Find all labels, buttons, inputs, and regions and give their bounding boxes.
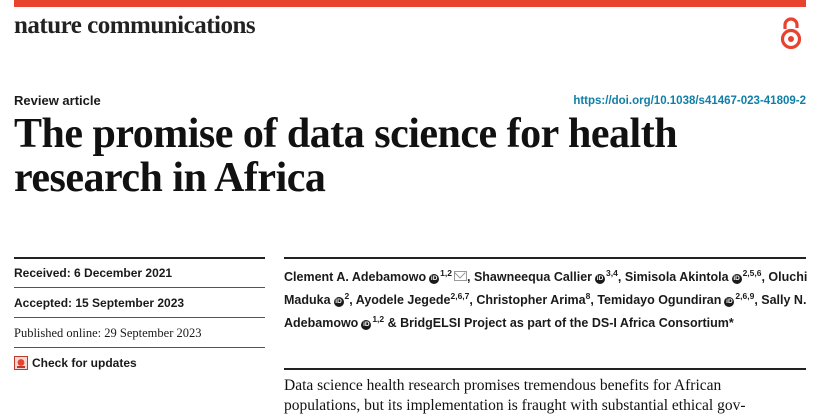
- author-list: [284, 264, 814, 333]
- article-title: [14, 112, 794, 200]
- journal-name[interactable]: nature communications: [14, 12, 256, 39]
- author-name[interactable]: Clement A. Adebamowo: [284, 270, 427, 284]
- date-divider: [14, 347, 265, 348]
- affiliation-numbers: 2,5,6: [742, 268, 762, 278]
- abstract-line: populations, but its implementation is fraught with substantial ethical gov-: [284, 397, 746, 414]
- affiliation-numbers: 8: [585, 291, 591, 301]
- orcid-icon[interactable]: iD: [430, 275, 438, 282]
- check-updates-label: Check for updates: [32, 356, 137, 370]
- author-name[interactable]: Oluchi Maduka: [284, 270, 808, 307]
- abstract-rule: [284, 368, 806, 370]
- left-column-rule: [14, 257, 265, 259]
- affiliation-numbers: 2: [344, 291, 350, 301]
- author-separator: ,: [466, 270, 474, 284]
- orcid-icon[interactable]: iD: [363, 321, 370, 328]
- email-icon[interactable]: [454, 271, 467, 281]
- affiliation-numbers: 2,6,9: [735, 291, 755, 301]
- author-entry: [356, 293, 477, 307]
- author-name[interactable]: Shawneequa Callier: [473, 270, 593, 284]
- author-separator: ,: [469, 293, 477, 307]
- author-separator: ,: [349, 293, 356, 307]
- author-separator: ,: [617, 270, 625, 284]
- check-for-updates-button[interactable]: [14, 356, 137, 370]
- orcid-icon[interactable]: iD: [596, 275, 604, 282]
- orcid-icon[interactable]: iD: [335, 298, 342, 305]
- received-date: Received: 6 December 2021: [14, 266, 173, 280]
- author-separator: ,: [754, 293, 762, 307]
- author-entry: [400, 316, 734, 330]
- author-name[interactable]: BridgELSI Project as part of the DS-I Africa Consortium*: [400, 316, 734, 330]
- affiliation-numbers: 1,2: [372, 314, 385, 324]
- affiliation-numbers: 3,4: [606, 268, 618, 278]
- author-entry: [476, 293, 597, 307]
- date-divider: [14, 317, 265, 318]
- accepted-date: Accepted: 15 September 2023: [14, 296, 185, 310]
- affiliation-numbers: 1,2: [440, 268, 452, 278]
- right-column-rule: [284, 257, 806, 259]
- date-divider: [14, 287, 265, 288]
- author-entry: [474, 270, 625, 284]
- author-name[interactable]: Temidayo Ogundiran: [597, 293, 722, 307]
- orcid-icon[interactable]: iD: [733, 275, 740, 282]
- author-separator: ,: [761, 270, 769, 284]
- author-name[interactable]: Christopher Arima: [476, 293, 586, 307]
- doi-link[interactable]: https://doi.org/10.1038/s41467-023-41809-2: [573, 95, 806, 107]
- title-line: The promise of data science for health: [14, 111, 678, 157]
- author-separator: &: [384, 316, 401, 330]
- open-access-icon: [776, 16, 806, 50]
- title-line: research in Africa: [14, 155, 326, 201]
- abstract-line: Data science health research promises tremendous benefits for African: [284, 377, 722, 394]
- author-entry: [597, 293, 761, 307]
- abstract: [284, 376, 784, 416]
- author-separator: ,: [590, 293, 598, 307]
- article-type: Review article: [14, 93, 101, 108]
- top-accent-bar: [14, 0, 806, 7]
- author-entry: [625, 270, 769, 284]
- orcid-icon[interactable]: iD: [726, 298, 733, 305]
- author-name[interactable]: Ayodele Jegede: [355, 293, 451, 307]
- published-date: Published online: 29 September 2023: [14, 326, 202, 340]
- affiliation-numbers: 2,6,7: [450, 291, 470, 301]
- author-name[interactable]: Sally N. Adebamowo: [284, 293, 807, 330]
- check-updates-icon: [14, 356, 28, 370]
- author-entry: [284, 270, 474, 284]
- author-name[interactable]: Simisola Akintola: [624, 270, 729, 284]
